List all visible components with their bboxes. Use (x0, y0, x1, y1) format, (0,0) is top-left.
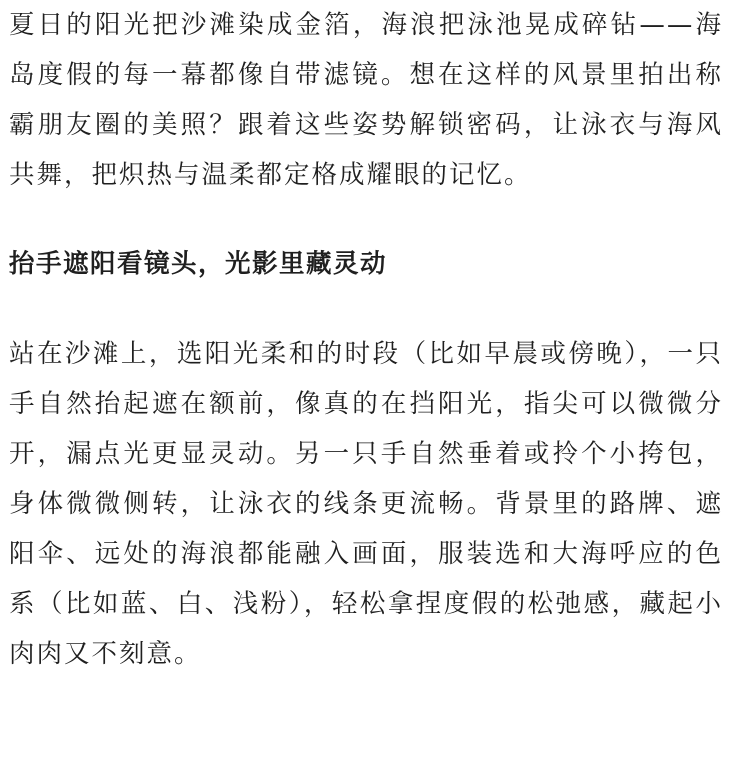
article (9, 0, 723, 679)
section-heading: 抬手遮阳看镜头，光影里藏灵动 (9, 249, 388, 279)
section-body-paragraph: 站在沙滩上，选阳光柔和的时段（比如早晨或傍晚），一只手自然抬起遮在额前，像真的在挡阳光，指尖可以微微分开，漏点光更显灵动。另一只手自然垂着或拎个小挎包，身体微微侧转，让泳衣的线条更流畅。背景里的路牌、遮阳伞、远处的海浪都能融入画面，服装选和大海呼应的色系（比如蓝、白、浅粉），轻松拿捏度假的松弛感，藏起小肉肉又不刻意。 (9, 339, 723, 669)
intro-paragraph: 夏日的阳光把沙滩染成金箔，海浪把泳池晃成碎钻——海岛度假的每一幕都像自带滤镜。想在这样的风景里拍出称霸朋友圈的美照？跟着这些姿势解锁密码，让泳衣与海风共舞，把炽热与温柔都定格成耀眼的记忆。 (9, 10, 723, 190)
